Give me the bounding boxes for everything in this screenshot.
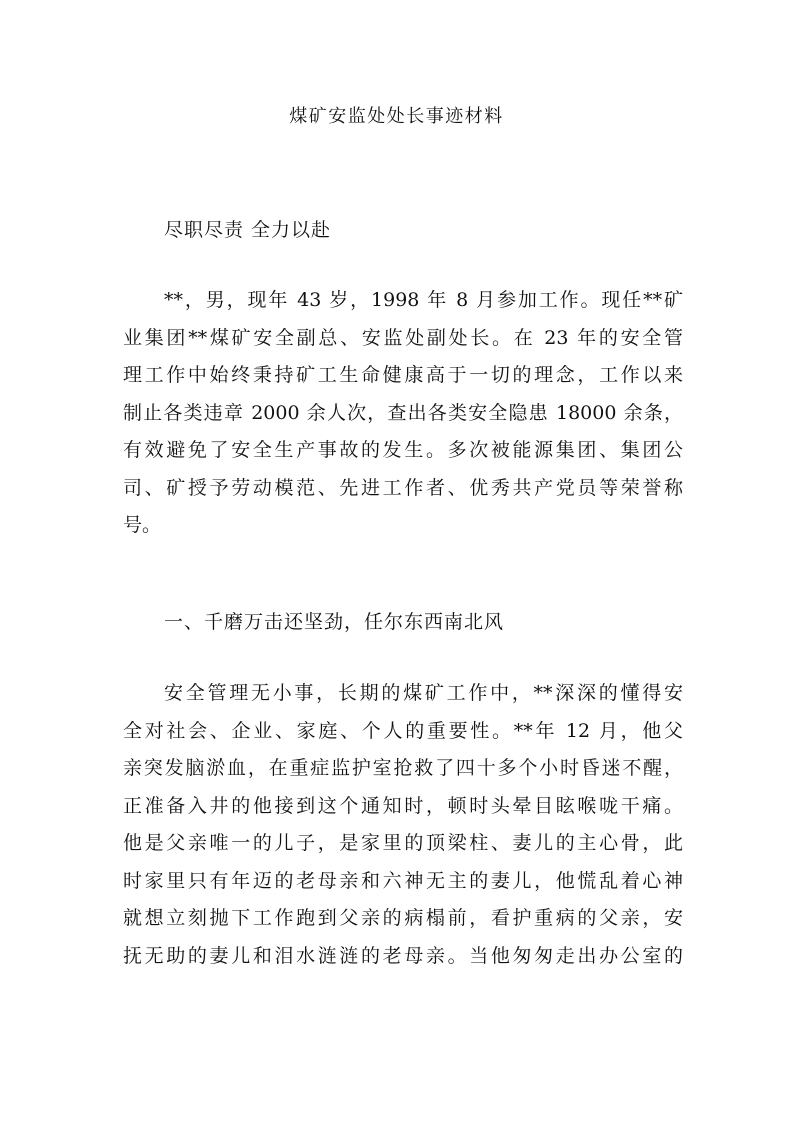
paragraph-line: 抚无助的妻儿和泪水涟涟的老母亲。当他匆匆走出办公室的: [123, 944, 683, 967]
paragraph-line: 有效避免了安全生产事故的发生。多次被能源集团、集团公: [123, 439, 683, 461]
paragraph-line: 号。: [123, 514, 162, 536]
section1-paragraph: [123, 675, 683, 975]
intro-paragraph: [123, 282, 683, 545]
paragraph-line: 安全管理无小事，长期的煤矿工作中，**深深的懂得安: [164, 682, 683, 704]
paragraph-line: 亲突发脑淤血，在重症监护室抢救了四十多个小时昏迷不醒，: [123, 757, 683, 779]
paragraph-line: 业集团**煤矿安全副总、安监处副处长。在 23 年的安全管: [123, 326, 683, 349]
paragraph-line: **，男，现年 43 岁，1998 年 8 月参加工作。现任**矿: [164, 289, 683, 311]
paragraph-line: 理工作中始终秉持矿工生命健康高于一切的理念，工作以来: [123, 364, 683, 386]
paragraph-line: 制止各类违章 2000 余人次，查出各类安全隐患 18000 余条，: [123, 401, 683, 424]
paragraph-line: 正准备入井的他接到这个通知时，顿时头晕目眩喉咙干痛。: [123, 794, 683, 817]
paragraph-line: 他是父亲唯一的儿子，是家里的顶梁柱、妻儿的主心骨，此: [123, 832, 683, 854]
paragraph-line: 就想立刻抛下工作跑到父亲的病榻前，看护重病的父亲，安: [123, 907, 683, 929]
paragraph-line: 全对社会、企业、家庭、个人的重要性。**年 12 月，他父: [123, 719, 683, 742]
subtitle-heading: 尽职尽责 全力以赴: [164, 219, 332, 241]
document-title: 煤矿安监处处长事迹材料: [289, 106, 504, 127]
section-heading: 一、千磨万击还坚劲，任尔东西南北风: [164, 611, 505, 633]
paragraph-line: 司、矿授予劳动模范、先进工作者、优秀共产党员等荣誉称: [123, 476, 683, 499]
paragraph-line: 时家里只有年迈的老母亲和六神无主的妻儿，他慌乱着心神: [123, 869, 683, 892]
